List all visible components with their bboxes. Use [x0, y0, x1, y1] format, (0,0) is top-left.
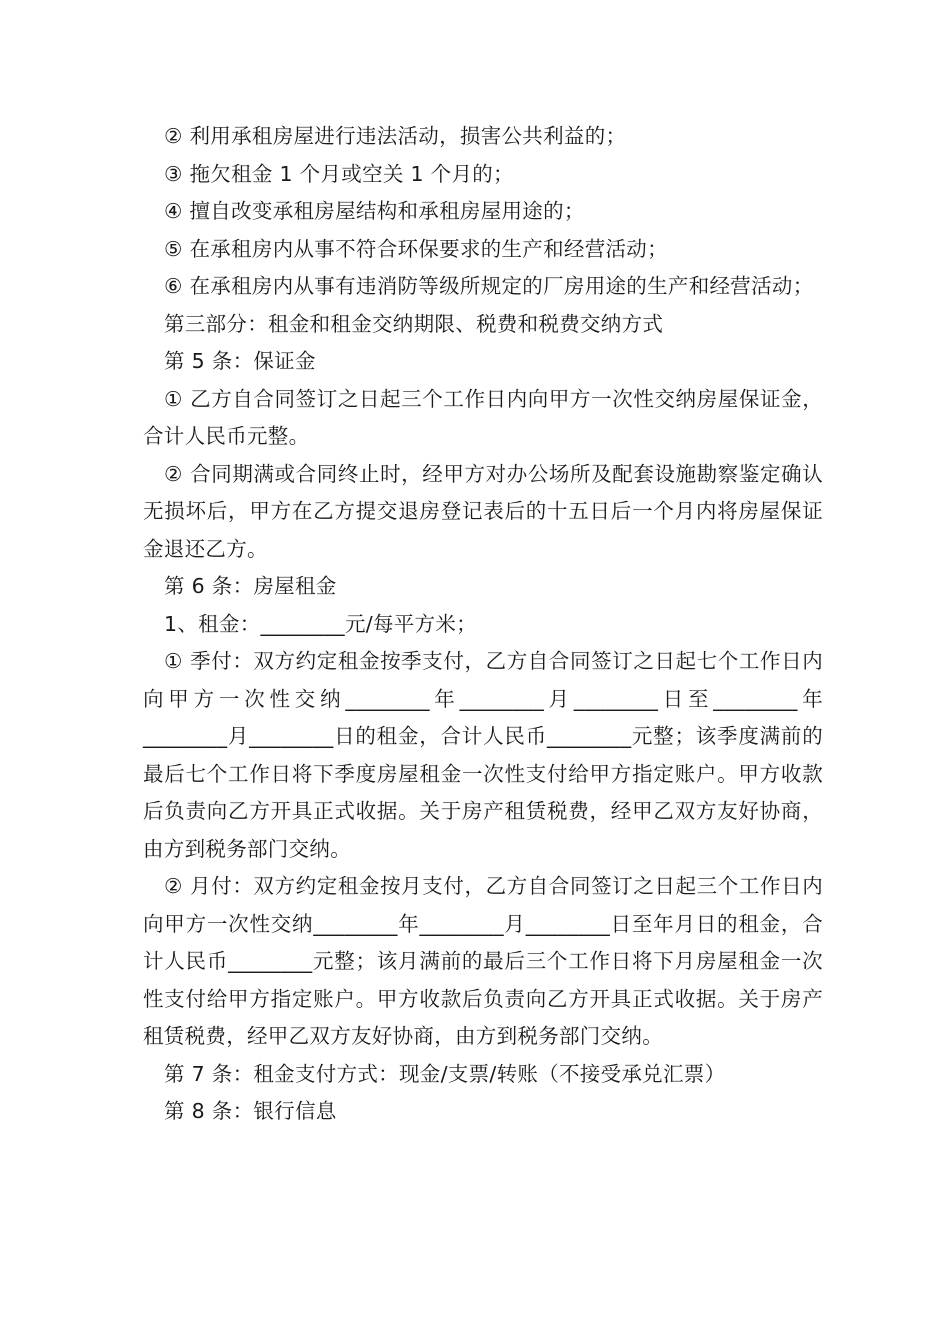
- paragraph-clause-3: ③ 拖欠租金 1 个月或空关 1 个月的；: [164, 161, 514, 186]
- paragraph-deposit-1: ① 乙方自合同签订之日起三个工作日内向甲方一次性交纳房屋保证金，合计人民币元整。: [143, 386, 823, 448]
- paragraph-clause-6: ⑥ 在承租房内从事有违消防等级所规定的厂房用途的生产和经营活动；: [164, 274, 814, 298]
- article-heading-6: 第 6 条：房屋租金: [164, 574, 337, 598]
- article-heading-7: 第 7 条：租金支付方式：现金/支票/转账（不接受承兑汇票）: [164, 1061, 726, 1086]
- paragraph-quarterly-payment: ① 季付：双方约定租金按季支付，乙方自合同签订之日起七个工作日内向甲方一次性交纳________年________月________日至________年________月________日的租金，合计人民币________元整；该季度满前的最后七个工作日将下季度房屋租金一次性支付给甲方指定账户。甲方收款后负责向乙方开具正式收据。关于房产租赁税费，经甲乙双方友好协商，由方到税务部门交纳。: [143, 649, 823, 861]
- paragraph-monthly-payment: ② 月付：双方约定租金按月支付，乙方自合同签订之日起三个工作日内向甲方一次性交纳________年________月________日至年月日的租金，合计人民币________元整；该月满前的最后三个工作日将下月房屋租金一次性支付给甲方指定账户。甲方收款后负责向乙方开具正式收据。关于房产租赁税费，经甲乙双方友好协商，由方到税务部门交纳。: [143, 874, 823, 1048]
- section-heading-part-3: 第三部分：租金和租金交纳期限、税费和税费交纳方式: [164, 311, 664, 336]
- paragraph-clause-4: ④ 擅自改变承租房屋结构和承租房屋用途的；: [164, 199, 585, 223]
- paragraph-clause-2: ② 利用承租房屋进行违法活动，损害公共利益的；: [164, 124, 627, 148]
- paragraph-clause-5: ⑤ 在承租房内从事不符合环保要求的生产和经营活动；: [164, 236, 668, 261]
- document-body: [143, 118, 823, 1131]
- article-heading-5: 第 5 条：保证金: [164, 349, 316, 373]
- paragraph-rent-rate: 1、租金：________元/每平方米；: [164, 611, 477, 636]
- paragraph-deposit-2: ② 合同期满或合同终止时，经甲方对办公场所及配套设施勘察鉴定确认无损坏后，甲方在乙方提交退房登记表后的十五日后一个月内将房屋保证金退还乙方。: [143, 461, 823, 561]
- article-heading-8: 第 8 条：银行信息: [164, 1099, 337, 1123]
